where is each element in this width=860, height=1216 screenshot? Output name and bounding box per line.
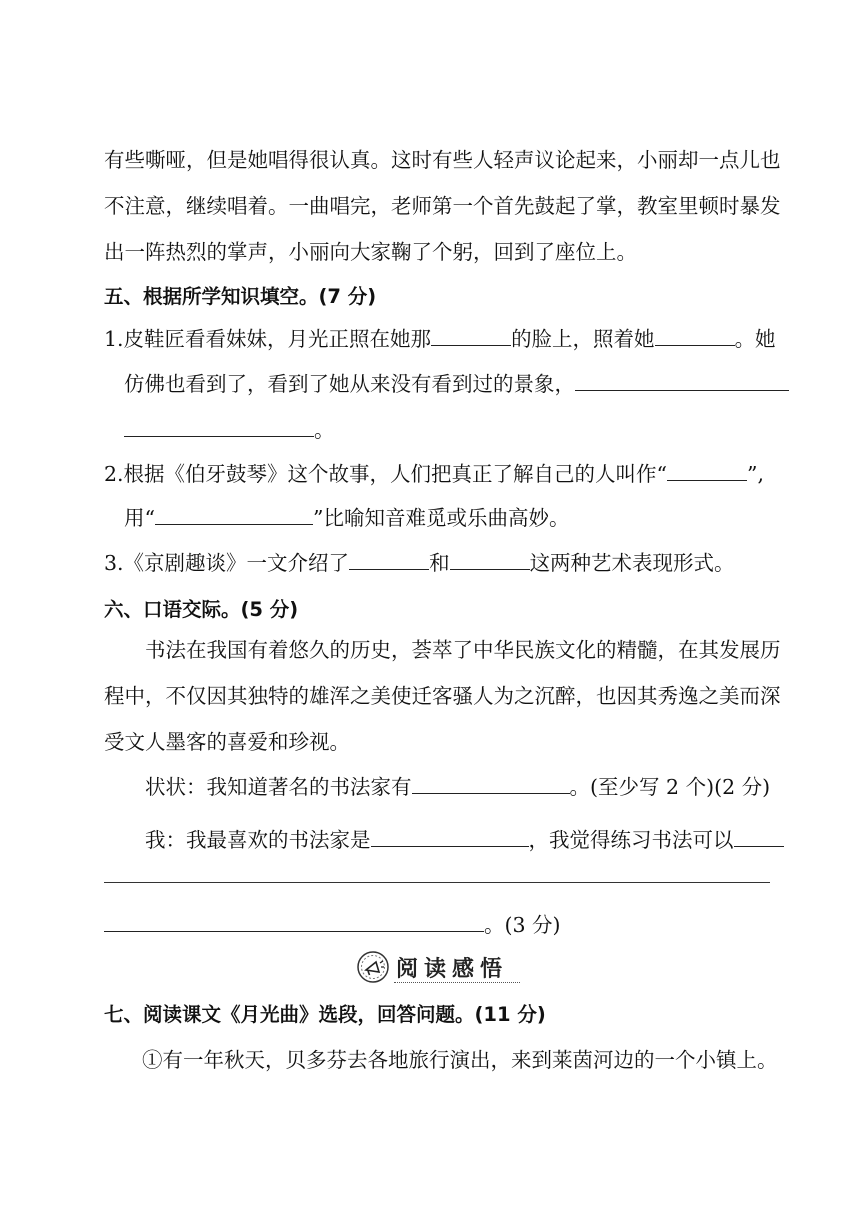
q1-text-a: 1.皮鞋匠看看妹妹，月光正照在她那 [104,327,432,351]
banner-underline [394,982,520,983]
section-6-paragraph-line-2: 程中，不仅因其独特的雄浑之美使迁客骚人为之沉醉，也因其秀逸之美而深 [104,684,781,708]
me-text-a: 我：我最喜欢的书法家是 [145,828,371,852]
passage-line-2: 不注意，继续唱着。一曲唱完，老师第一个首先鼓起了掌，教室里顿时暴发 [104,194,781,218]
q3-text-c: 这两种艺术表现形式。 [529,551,735,575]
question-5-3 [104,549,784,577]
section-6-paragraph-line-3: 受文人墨客的喜爱和珍视。 [104,730,350,754]
q1-blank-2[interactable] [655,327,735,346]
megaphone-icon [356,950,390,984]
zhuangzhuang-text-b: 。(至少写 2 个)(2 分) [569,775,771,799]
me-blank-1[interactable] [371,828,529,847]
section-6-heading: 六、口语交际。(5 分) [104,598,299,621]
me-text-b: ，我觉得练习书法可以 [528,828,734,852]
me-blank-2[interactable] [734,828,784,847]
section-6-paragraph-line-1: 书法在我国有着悠久的历史，荟萃了中华民族文化的精髓，在其发展历 [145,638,781,662]
answer-line-1[interactable] [104,882,770,883]
zhuangzhuang-text-a: 状状：我知道著名的书法家有 [145,775,412,799]
q2-text-d: ”比喻知音难觅或乐曲高妙。 [312,506,570,530]
dialogue-zhuangzhuang [145,773,825,801]
q1-text-c: 。她 [734,327,776,351]
me-end: 。(3 分) [484,913,561,937]
q1-text-b: 的脸上，照着她 [511,327,655,351]
q2-text-a: 2.根据《伯牙鼓琴》这个故事，人们把真正了解自己的人叫作“ [104,462,668,486]
section-7-heading: 七、阅读课文《月光曲》选段，回答问题。(11 分) [104,1003,546,1026]
question-5-2-line-2 [124,504,804,532]
section-5-heading: 五、根据所学知识填空。(7 分) [104,285,377,308]
answer-line-2[interactable] [104,913,484,932]
question-5-1-line-2 [124,370,804,398]
section-7-paragraph-1: ①有一年秋天，贝多芬去各地旅行演出，来到莱茵河边的一个小镇上。 [142,1048,778,1072]
q1-blank-1[interactable] [431,327,511,346]
reading-banner [356,950,524,986]
zhuangzhuang-blank[interactable] [412,775,570,794]
question-5-2-line-1 [104,460,784,488]
q2-text-b: ”, [747,462,765,486]
q3-blank-2[interactable] [450,551,530,570]
banner-title: 阅读感悟 [396,957,509,982]
passage-line-1: 有些嘶哑，但是她唱得很认真。这时有些人轻声议论起来，小丽却一点儿也 [104,148,781,172]
answer-line-2-row [104,911,784,939]
passage-line-3: 出一阵热烈的掌声，小丽向大家鞠了个躬，回到了座位上。 [104,240,637,264]
q3-blank-1[interactable] [349,551,429,570]
q1-text-d: 仿佛也看到了，看到了她从来没有看到过的景象， [124,372,575,396]
q3-text-a: 3.《京剧趣谈》一文介绍了 [104,551,350,575]
q2-text-c: 用“ [124,506,155,530]
q1-end: 。 [314,418,335,442]
dialogue-me [145,826,825,854]
q1-blank-3[interactable] [575,372,789,391]
q3-text-b: 和 [429,551,450,575]
question-5-1-line-3 [124,416,804,444]
q2-blank-2[interactable] [155,506,313,525]
q2-blank-1[interactable] [667,462,747,481]
q1-blank-4[interactable] [124,418,314,437]
question-5-1-line-1 [104,325,784,353]
